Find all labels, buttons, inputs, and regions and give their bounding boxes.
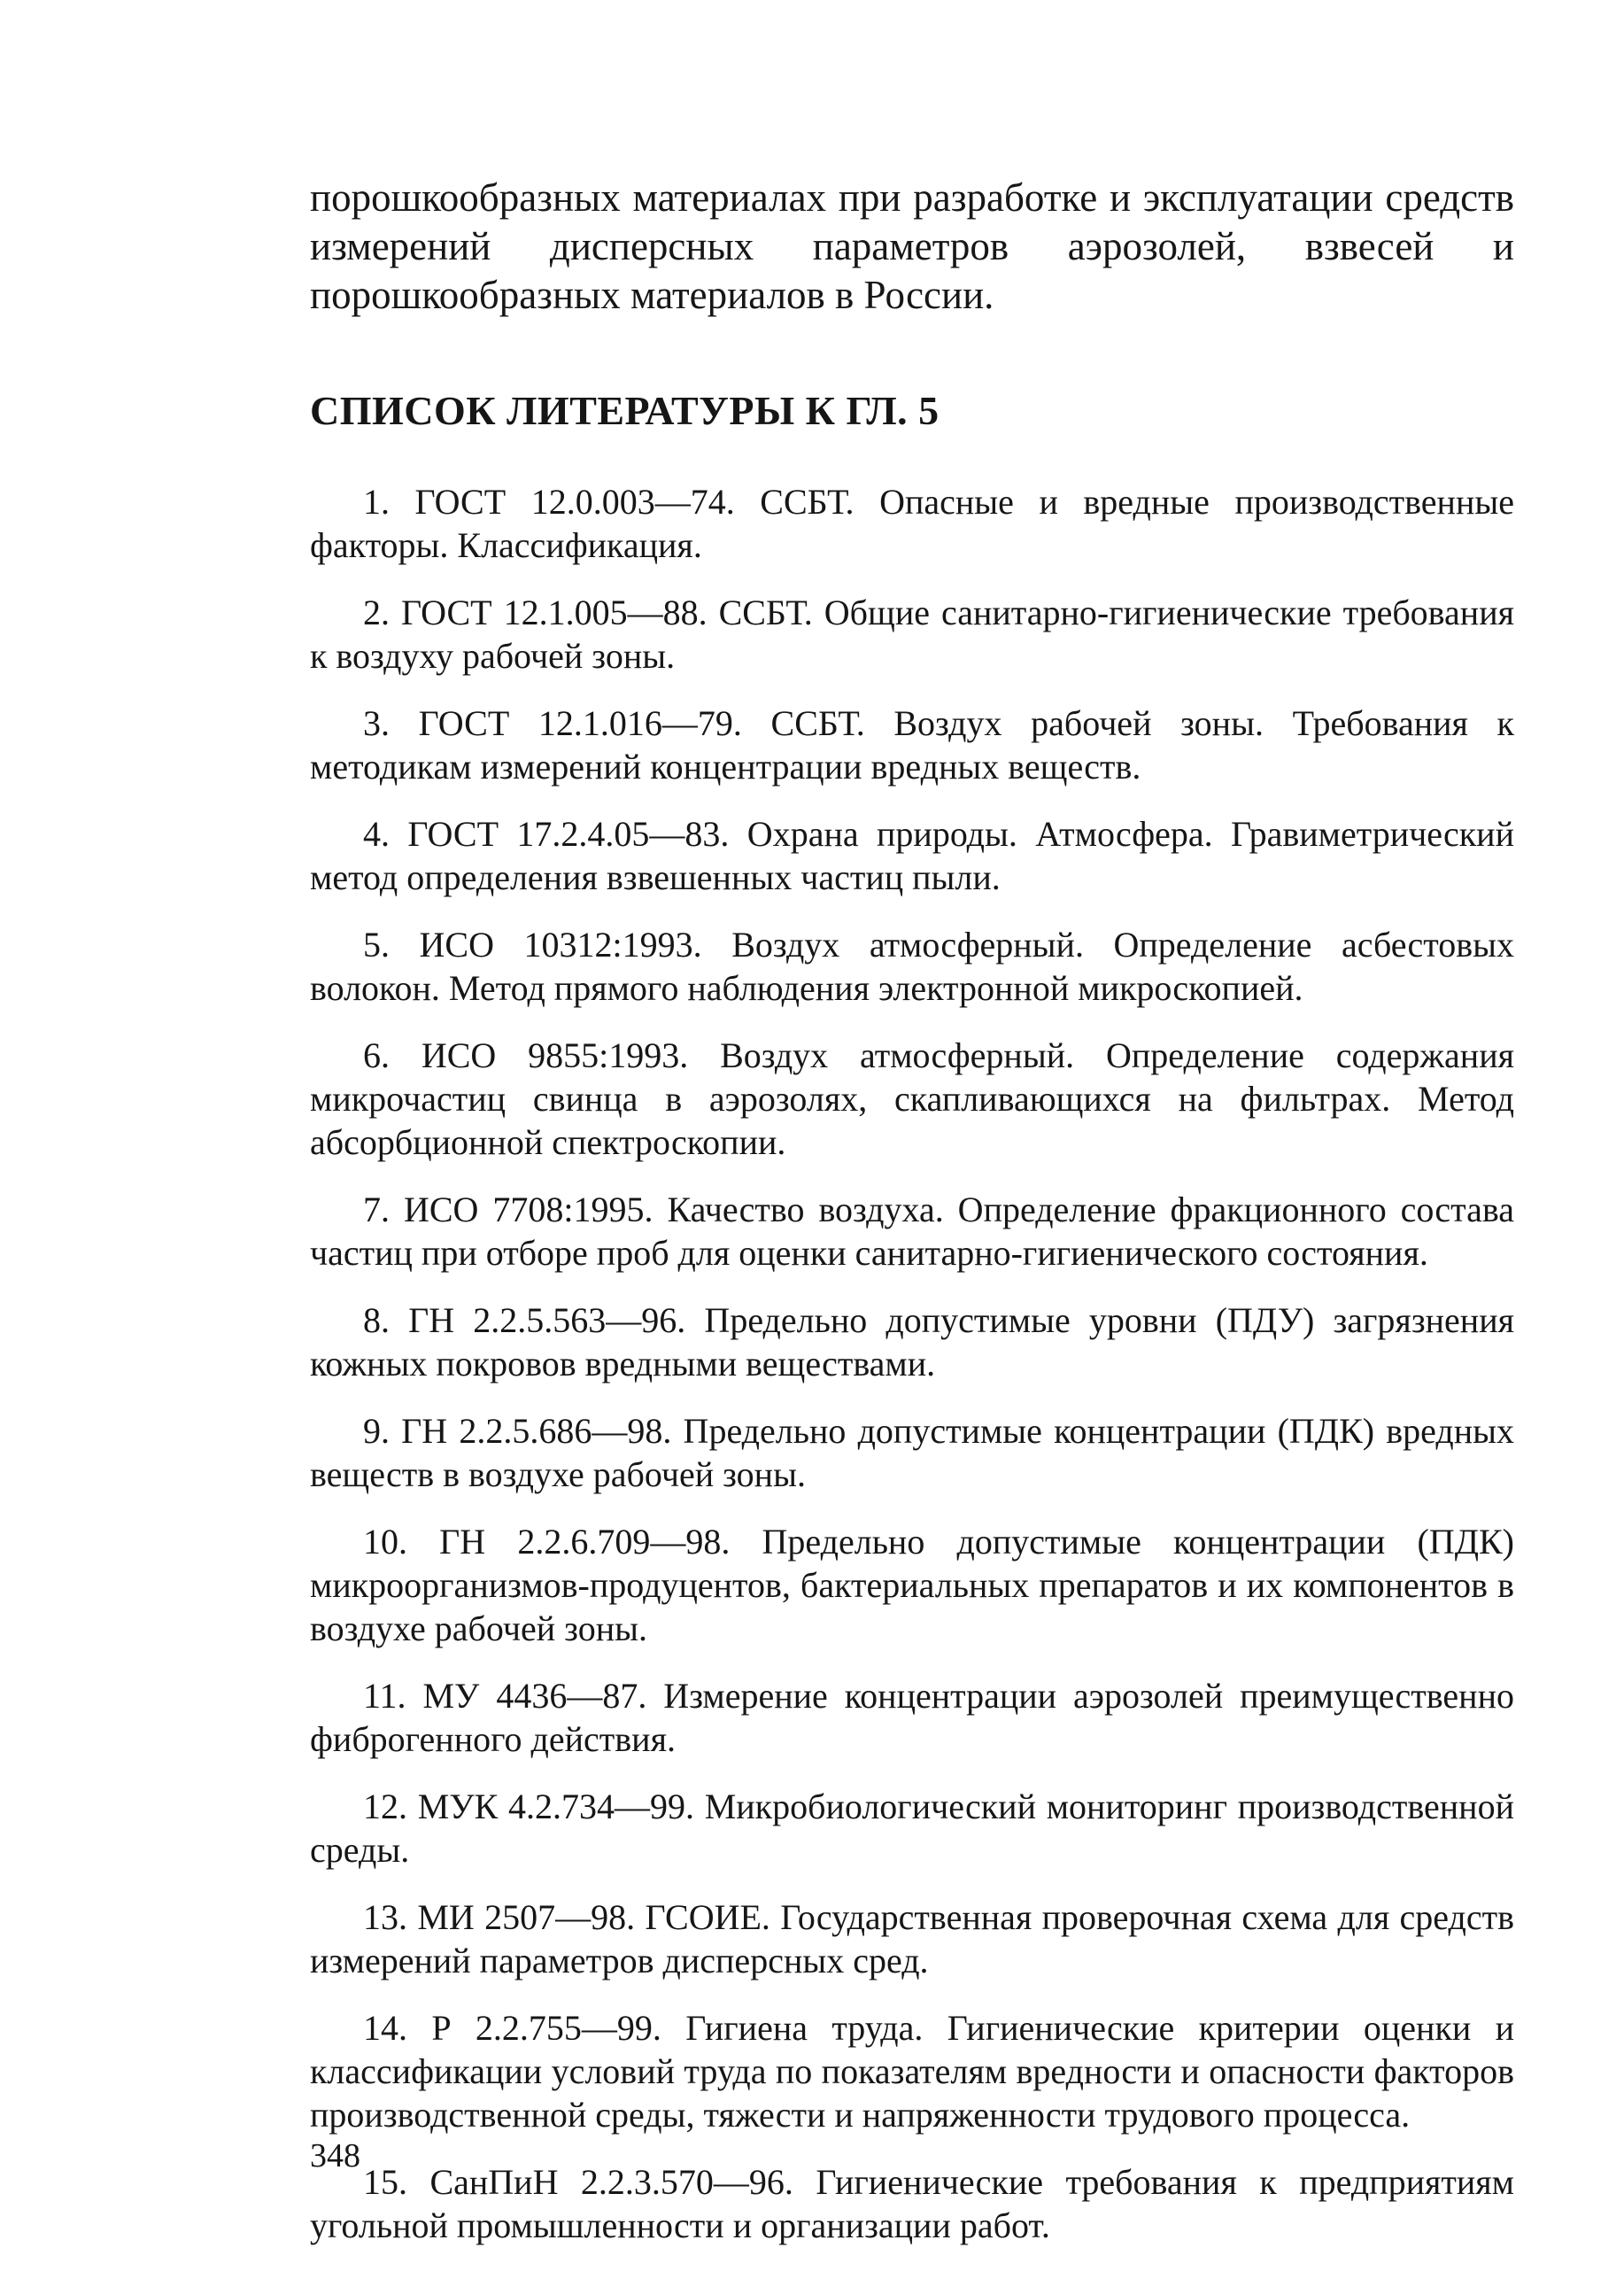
reference-item: 5. ИСО 10312:1993. Воздух атмосферный. Определение асбестовых волокон. Метод прямого наблюдения электронной микроскопией. <box>310 925 1514 1008</box>
reference-item: 4. ГОСТ 17.2.4.05—83. Охрана природы. Атмосфера. Гравиметрический метод определения взвешенных частиц пыли. <box>310 814 1514 897</box>
document-page <box>310 174 1514 2271</box>
reference-item: 10. ГН 2.2.6.709—98. Предельно допустимые концентрации (ПДК) микроорганизмов-продуцентов, бактериальных препаратов и их компонентов в воздухе рабочей зоны. <box>310 1522 1514 1648</box>
page-number: 348 <box>310 2137 360 2174</box>
reference-item: 12. МУК 4.2.734—99. Микробиологический мониторинг производственной среды. <box>310 1787 1514 1870</box>
reference-item: 6. ИСО 9855:1993. Воздух атмосферный. Определение содержания микрочастиц свинца в аэрозолях, скапливающихся на фильтрах. Метод абсорбционной спектроскопии. <box>310 1035 1514 1162</box>
section-heading: СПИСОК ЛИТЕРАТУРЫ К ГЛ. 5 <box>310 388 940 433</box>
reference-item: 3. ГОСТ 12.1.016—79. ССБТ. Воздух рабочей зоны. Требования к методикам измерений концентрации вредных веществ. <box>310 703 1514 787</box>
reference-list <box>310 480 1514 2247</box>
intro-paragraph: порошкообразных материалах при разработке и эксплуатации средств измерений дисперсных параметров аэрозолей, взвесей и порошкообразных материалов в России. <box>310 175 1514 317</box>
reference-item: 14. Р 2.2.755—99. Гигиена труда. Гигиенические критерии оценки и классификации условий труда по показателям вредности и опасности факторов производственной среды, тяжести и напряженности трудового процесса. <box>310 2008 1514 2135</box>
reference-item: 11. МУ 4436—87. Измерение концентрации аэрозолей преимущественно фиброгенного действия. <box>310 1676 1514 1759</box>
reference-item: 2. ГОСТ 12.1.005—88. ССБТ. Общие санитарно-гигиенические требования к воздуху рабочей зоны. <box>310 593 1514 676</box>
reference-item: 7. ИСО 7708:1995. Качество воздуха. Определение фракционного состава частиц при отборе проб для оценки санитарно-гигиенического состояния. <box>310 1190 1514 1273</box>
reference-item: 13. МИ 2507—98. ГСОИЕ. Государственная проверочная схема для средств измерений параметров дисперсных сред. <box>310 1897 1514 1980</box>
reference-item: 8. ГН 2.2.5.563—96. Предельно допустимые уровни (ПДУ) загрязнения кожных покровов вредными веществами. <box>310 1300 1514 1384</box>
reference-item: 15. СанПиН 2.2.3.570—96. Гигиенические требования к предприятиям угольной промышленности и организации работ. <box>310 2162 1514 2245</box>
reference-item: 1. ГОСТ 12.0.003—74. ССБТ. Опасные и вредные производственные факторы. Классификация. <box>310 482 1514 565</box>
reference-item: 9. ГН 2.2.5.686—98. Предельно допустимые концентрации (ПДК) вредных веществ в воздухе рабочей зоны. <box>310 1411 1514 1494</box>
